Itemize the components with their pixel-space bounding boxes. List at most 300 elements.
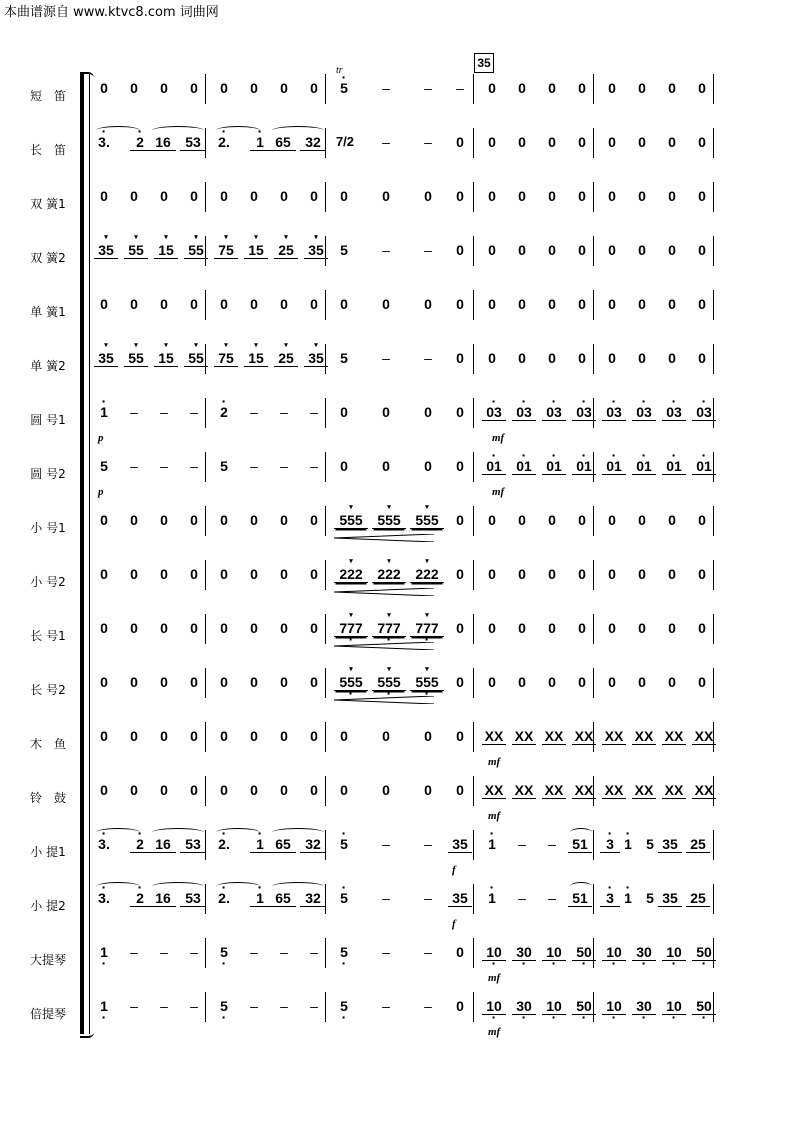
note: 32 — [300, 890, 326, 907]
note: ▾ 55 — [184, 350, 208, 367]
barline — [473, 74, 474, 104]
barline — [325, 938, 326, 968]
rest: 0 — [456, 242, 464, 258]
note: 50 · — [692, 998, 716, 1015]
note: XX — [482, 728, 506, 745]
note: · 2 — [214, 404, 234, 420]
rest: 0 — [130, 620, 138, 636]
rest: 0 — [698, 80, 706, 96]
staff-row — [0, 126, 792, 180]
rest: 0 — [456, 458, 464, 474]
barline — [205, 992, 206, 1022]
rest: 0 — [608, 134, 616, 150]
slur — [570, 828, 592, 837]
rest: 0 — [638, 350, 646, 366]
rest: 0 — [518, 80, 526, 96]
note: ▾ 25 — [274, 242, 298, 259]
slur — [96, 882, 140, 891]
rest: 0 — [190, 188, 198, 204]
rest: 0 — [220, 674, 228, 690]
note: 5 — [340, 350, 348, 366]
sustain-dash: – — [190, 404, 198, 420]
barline — [473, 884, 474, 914]
slur — [272, 126, 324, 135]
note: · 03 — [692, 404, 716, 421]
note: ▾ 15 — [244, 242, 268, 259]
staff-row — [0, 504, 792, 558]
rest: 0 — [250, 782, 258, 798]
note: XX — [662, 728, 686, 745]
barline — [713, 290, 714, 320]
instrument-label: 双 簧1 — [30, 197, 66, 211]
rest: 0 — [130, 728, 138, 744]
rest: 0 — [548, 80, 556, 96]
slur — [272, 882, 324, 891]
instrument-label: 圆 号2 — [30, 467, 66, 481]
slur — [272, 828, 324, 837]
rest: 0 — [668, 296, 676, 312]
instrument-label: 倍提琴 — [29, 1007, 66, 1021]
sustain-dash: – — [310, 404, 318, 420]
note: ▾ 15 — [244, 350, 268, 367]
barline — [713, 74, 714, 104]
note: 5 — [220, 458, 228, 474]
barline — [473, 236, 474, 266]
rest: 0 — [340, 296, 348, 312]
sustain-dash: – — [310, 998, 318, 1014]
rest: 0 — [488, 188, 496, 204]
rest: 0 — [310, 728, 318, 744]
rest: 0 — [160, 782, 168, 798]
rest: 0 — [190, 296, 198, 312]
rest: 0 — [190, 674, 198, 690]
note: ▾ 222 — [372, 566, 406, 583]
rest: 0 — [518, 242, 526, 258]
rest: 0 — [100, 80, 108, 96]
note: XX — [632, 782, 656, 799]
rest: 0 — [100, 188, 108, 204]
note: XX — [542, 728, 566, 745]
staff-row — [0, 936, 792, 990]
note: · 3 — [600, 836, 620, 853]
barline — [325, 722, 326, 752]
rest: 0 — [548, 242, 556, 258]
note: · 1 — [250, 134, 270, 151]
rest: 0 — [190, 782, 198, 798]
note: 30 · — [632, 998, 656, 1015]
rest: 0 — [250, 80, 258, 96]
rest: 0 — [100, 566, 108, 582]
sustain-dash: – — [424, 80, 432, 96]
note: 10 · — [482, 944, 506, 961]
rest: 0 — [668, 242, 676, 258]
note: XX — [602, 782, 626, 799]
barline — [713, 560, 714, 590]
rest: 0 — [130, 296, 138, 312]
note: ▾ 35 — [304, 350, 328, 367]
sustain-dash: – — [382, 944, 390, 960]
note: 25 — [686, 890, 710, 907]
rest: 0 — [160, 512, 168, 528]
rest: 0 — [100, 782, 108, 798]
barline — [473, 614, 474, 644]
sustain-dash: – — [280, 944, 288, 960]
dynamic-f: f — [452, 918, 456, 930]
note: ▾ 35 — [304, 242, 328, 259]
sustain-dash: – — [518, 836, 526, 852]
sustain-dash: – — [382, 134, 390, 150]
rest: 0 — [220, 80, 228, 96]
note: 50 · — [572, 998, 596, 1015]
note: 51 — [568, 890, 592, 907]
crescendo-hairpin — [334, 588, 434, 596]
rest: 0 — [698, 566, 706, 582]
instrument-label: 圆 号1 — [30, 413, 66, 427]
sustain-dash: – — [160, 944, 168, 960]
note: ▾ 25 — [274, 350, 298, 367]
rest: 0 — [190, 728, 198, 744]
rest: 0 — [518, 296, 526, 312]
rest: 0 — [488, 242, 496, 258]
note: · 2. — [212, 890, 236, 906]
sustain-dash: – — [424, 836, 432, 852]
rest: 0 — [424, 458, 432, 474]
rest: 0 — [382, 782, 390, 798]
rest: 0 — [638, 80, 646, 96]
rest: 0 — [100, 728, 108, 744]
barline — [325, 182, 326, 212]
note: · 2. — [212, 134, 236, 150]
sustain-dash: – — [190, 998, 198, 1014]
rest: 0 — [340, 782, 348, 798]
note: ▾ 75 — [214, 350, 238, 367]
slur — [96, 828, 140, 837]
barline — [593, 290, 594, 320]
staff-row — [0, 558, 792, 612]
note: ▾ 55 — [184, 242, 208, 259]
note: XX — [692, 782, 716, 799]
instrument-label: 单 簧2 — [30, 359, 66, 373]
slur — [216, 828, 260, 837]
staff-row — [0, 396, 792, 450]
rest: 0 — [130, 188, 138, 204]
note: ▾ 555 · — [372, 674, 406, 691]
barline — [713, 614, 714, 644]
note: · 03 — [512, 404, 536, 421]
barline — [325, 506, 326, 536]
note: ▾ 777 · — [372, 620, 406, 637]
rest: 0 — [488, 350, 496, 366]
rest: 0 — [698, 296, 706, 312]
sustain-dash: – — [424, 350, 432, 366]
barline — [713, 182, 714, 212]
rest: 0 — [638, 134, 646, 150]
rest: 0 — [608, 80, 616, 96]
sustain-dash: – — [190, 944, 198, 960]
rest: 0 — [456, 188, 464, 204]
rest: 0 — [250, 674, 258, 690]
rest: 0 — [100, 620, 108, 636]
note: · 03 — [482, 404, 506, 421]
barline — [593, 668, 594, 698]
rest: 0 — [382, 296, 390, 312]
barline — [473, 668, 474, 698]
rest: 0 — [638, 512, 646, 528]
rest: 0 — [424, 782, 432, 798]
barline — [593, 506, 594, 536]
rest: 0 — [250, 620, 258, 636]
instrument-label: 小 提2 — [30, 899, 66, 913]
rest: 0 — [280, 620, 288, 636]
note: 65 — [270, 836, 296, 853]
note: ▾ 555 — [334, 512, 368, 529]
sustain-dash: – — [280, 404, 288, 420]
rest: 0 — [250, 566, 258, 582]
rest: 0 — [638, 620, 646, 636]
rest: 0 — [548, 620, 556, 636]
note: · 1 — [618, 836, 638, 852]
barline — [325, 614, 326, 644]
dynamic-mf: mf — [488, 972, 501, 984]
crescendo-hairpin — [334, 642, 434, 650]
dynamic-mf: mf — [488, 810, 501, 822]
note: · 01 — [602, 458, 626, 475]
rest: 0 — [578, 80, 586, 96]
note: 10 · — [662, 944, 686, 961]
rest: 0 — [160, 566, 168, 582]
dynamic-mf: mf — [492, 486, 505, 498]
note: · 3. — [92, 836, 116, 852]
trill-mark: tr — [336, 65, 343, 76]
instrument-label: 铃 鼓 — [29, 791, 66, 805]
dynamic-mf: mf — [492, 432, 505, 444]
instrument-label: 长 笛 — [29, 143, 66, 157]
barline — [205, 506, 206, 536]
rest: 0 — [518, 134, 526, 150]
instrument-label: 木 鱼 — [29, 737, 66, 751]
rest: 0 — [220, 296, 228, 312]
rest: 0 — [190, 620, 198, 636]
note: 5 · — [214, 944, 234, 960]
note: 16 — [150, 890, 176, 907]
barline — [713, 884, 714, 914]
rest: 0 — [280, 512, 288, 528]
note: ▾ 55 — [124, 242, 148, 259]
barline — [473, 128, 474, 158]
slur — [152, 126, 204, 135]
rest: 0 — [548, 134, 556, 150]
rest: 0 — [220, 782, 228, 798]
note: 30 · — [512, 944, 536, 961]
rest: 0 — [456, 728, 464, 744]
barline — [713, 236, 714, 266]
rest: 0 — [548, 674, 556, 690]
rest: 0 — [424, 728, 432, 744]
rest: 0 — [638, 188, 646, 204]
sustain-dash: – — [130, 998, 138, 1014]
dynamic-p: p — [98, 486, 104, 498]
rest: 0 — [310, 620, 318, 636]
rest: 0 — [578, 242, 586, 258]
rest: 0 — [578, 620, 586, 636]
barline — [473, 938, 474, 968]
barline — [205, 398, 206, 428]
barline — [205, 74, 206, 104]
note: · 01 — [572, 458, 596, 475]
rest: 0 — [608, 296, 616, 312]
sustain-dash: – — [130, 458, 138, 474]
note: 5 — [646, 836, 654, 852]
rest: 0 — [220, 620, 228, 636]
barline — [325, 290, 326, 320]
rest: 0 — [340, 458, 348, 474]
dynamic-mf: mf — [488, 756, 501, 768]
rest: 0 — [130, 80, 138, 96]
rest: 0 — [250, 728, 258, 744]
note: 25 — [686, 836, 710, 853]
note: · 01 — [512, 458, 536, 475]
staff-row — [0, 720, 792, 774]
staff-row — [0, 612, 792, 666]
rest: 0 — [608, 512, 616, 528]
note: 10 · — [482, 998, 506, 1015]
sustain-dash: – — [424, 890, 432, 906]
sustain-dash: – — [424, 242, 432, 258]
note: 10 · — [602, 998, 626, 1015]
barline — [713, 830, 714, 860]
rest: 0 — [100, 512, 108, 528]
note: ▾ 35 — [94, 350, 118, 367]
barline — [713, 668, 714, 698]
note: · 2 — [130, 134, 150, 151]
rest: 0 — [456, 674, 464, 690]
note: · 3. — [92, 134, 116, 150]
rest: 0 — [548, 350, 556, 366]
barline — [205, 938, 206, 968]
sustain-dash: – — [548, 890, 556, 906]
rest: 0 — [250, 188, 258, 204]
barline — [325, 668, 326, 698]
rest: 0 — [280, 188, 288, 204]
rest: 0 — [160, 80, 168, 96]
rest: 0 — [382, 458, 390, 474]
barline — [593, 560, 594, 590]
barline — [473, 290, 474, 320]
note: 65 — [270, 134, 296, 151]
barline — [205, 290, 206, 320]
instrument-label: 双 簧2 — [30, 251, 66, 265]
staff-row — [0, 666, 792, 720]
staff-row — [0, 990, 792, 1044]
note: 50 · — [692, 944, 716, 961]
staff-row — [0, 180, 792, 234]
rest: 0 — [280, 728, 288, 744]
crescendo-hairpin — [334, 696, 434, 704]
barline — [713, 506, 714, 536]
rest: 0 — [382, 404, 390, 420]
barline — [593, 236, 594, 266]
note: 35 — [658, 890, 682, 907]
barline — [325, 74, 326, 104]
sustain-dash: – — [130, 944, 138, 960]
instrument-label: 长 号1 — [30, 629, 66, 643]
rest: 0 — [698, 188, 706, 204]
barline — [325, 992, 326, 1022]
barline — [473, 398, 474, 428]
barline — [205, 668, 206, 698]
rest: 0 — [578, 350, 586, 366]
note: · 03 — [662, 404, 686, 421]
note: · 3. — [92, 890, 116, 906]
note: 35 — [448, 836, 472, 853]
note: · 1 — [482, 836, 502, 852]
staff-row — [0, 288, 792, 342]
note: 5 — [100, 458, 108, 474]
slur — [152, 828, 204, 837]
barline — [473, 506, 474, 536]
rest: 0 — [190, 512, 198, 528]
rest: 0 — [456, 620, 464, 636]
barline — [713, 128, 714, 158]
barline — [473, 560, 474, 590]
note: · 1 — [94, 404, 114, 420]
slur — [152, 882, 204, 891]
note: XX — [512, 728, 536, 745]
rest: 0 — [310, 512, 318, 528]
staff-row — [0, 882, 792, 936]
barline — [593, 128, 594, 158]
rest: 0 — [608, 188, 616, 204]
note: · 5 — [334, 890, 354, 906]
instrument-label: 小 号1 — [30, 521, 66, 535]
note: XX — [572, 728, 596, 745]
note: 10 · — [542, 944, 566, 961]
barline — [325, 452, 326, 482]
rest: 0 — [382, 728, 390, 744]
rest: 0 — [608, 350, 616, 366]
note: 5 — [646, 890, 654, 906]
rest: 0 — [698, 350, 706, 366]
rest: 0 — [608, 242, 616, 258]
instrument-label: 短 笛 — [29, 89, 66, 103]
rehearsal-mark: 35 — [474, 53, 494, 73]
note: XX — [572, 782, 596, 799]
rest: 0 — [608, 620, 616, 636]
rest: 0 — [280, 80, 288, 96]
note: 5 · — [334, 944, 354, 960]
note: 35 — [658, 836, 682, 853]
rest: 0 — [518, 512, 526, 528]
barline — [473, 452, 474, 482]
rest: 0 — [280, 296, 288, 312]
note: ▾ 35 — [94, 242, 118, 259]
watermark-text: 本曲谱源自 www.ktvc8.com 词曲网 — [4, 5, 219, 20]
rest: 0 — [190, 80, 198, 96]
sustain-dash: – — [280, 458, 288, 474]
sustain-dash: – — [250, 998, 258, 1014]
note: · 1 — [618, 890, 638, 906]
rest: 0 — [250, 512, 258, 528]
rest: 0 — [578, 296, 586, 312]
barline — [473, 776, 474, 806]
sustain-dash: – — [382, 80, 390, 96]
rest: 0 — [698, 674, 706, 690]
rest: 0 — [578, 188, 586, 204]
rest: 0 — [340, 404, 348, 420]
rest: 0 — [578, 674, 586, 690]
note: · 03 — [602, 404, 626, 421]
rest: 0 — [668, 566, 676, 582]
